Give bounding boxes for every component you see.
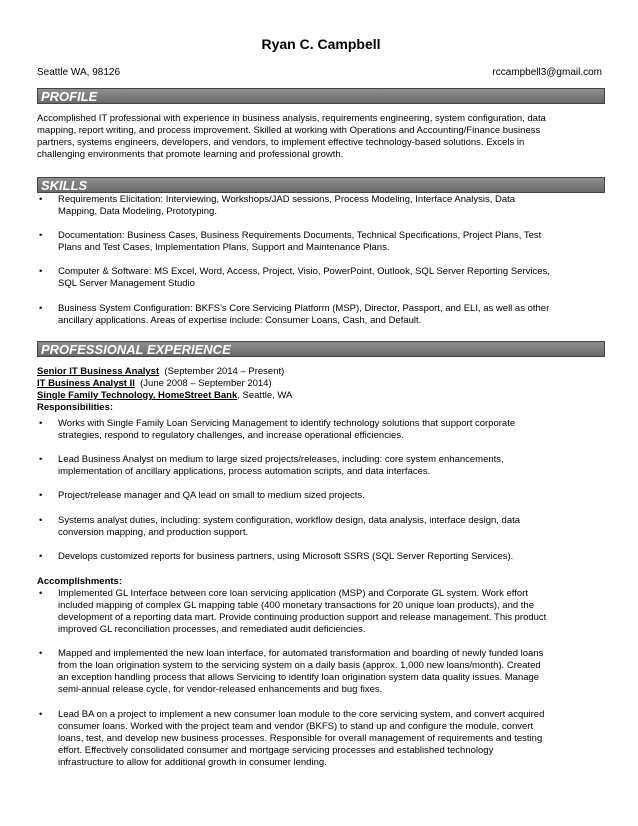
employer-location: , Seattle, WA bbox=[237, 390, 293, 401]
candidate-name: Ryan C. Campbell bbox=[261, 36, 381, 52]
job-dates: (September 2014 – Present) bbox=[164, 366, 285, 377]
accomplishment-line: an exception handling process that allows Servicing to identify loan origination system data quality issues. Manage bbox=[58, 672, 540, 683]
bullet-icon: • bbox=[39, 588, 43, 599]
accomplishment-line: improved GL reconciliation processes, and remediated audit deficiencies. bbox=[58, 624, 366, 635]
profile-line: Accomplished IT professional with experience in business analysis, requirements engineering, system configuration, data bbox=[37, 113, 546, 124]
bullet-icon: • bbox=[39, 303, 43, 314]
skill-line: Business System Configuration: BKFS's Core Servicing Platform (MSP), Director, Passport, and ELI, as well as other bbox=[58, 303, 550, 314]
accomplishment-line: semi-annual release cycle, for vendor-released enhancements and bug fixes. bbox=[58, 684, 383, 695]
profile-summary bbox=[37, 113, 605, 161]
responsibility-line: implementation of ancillary applications, process automation scripts, and data interfaces. bbox=[58, 466, 431, 477]
skill-line: SQL Server Management Studio bbox=[58, 278, 195, 289]
employer-name: Single Family Technology, HomeStreet Bank bbox=[37, 390, 238, 401]
bullet-icon: • bbox=[39, 490, 43, 501]
bullet-icon: • bbox=[39, 551, 43, 562]
accomplishment-line: from the loan origination system to the servicing system on a daily basis (approx. 1,000 new loans/month). Created bbox=[58, 660, 541, 671]
section-header-experience: PROFESSIONAL EXPERIENCE bbox=[37, 341, 605, 357]
bullet-icon: • bbox=[39, 709, 43, 720]
bullet-icon: • bbox=[39, 515, 43, 526]
bullet-icon: • bbox=[39, 648, 43, 659]
accomplishment-line: Mapped and implemented the new loan interface, for automated transformation and boarding of newly funded loans bbox=[58, 648, 544, 659]
skill-line: Plans and Test Cases, Implementation Plans, Support and Maintenance Plans. bbox=[58, 242, 390, 253]
accomplishment-line: development of a reporting data mart. Provide continuing production support and release management. This product bbox=[58, 612, 547, 623]
accomplishment-line: consumer loans. Worked with the project team and vendor (BKFS) to stand up and configure the module, convert bbox=[58, 721, 534, 732]
job-title-line bbox=[37, 378, 272, 390]
responsibility-line: Project/release manager and QA lead on small to medium sized projects. bbox=[58, 490, 365, 501]
job-title: IT Business Analyst II bbox=[37, 378, 135, 389]
responsibility-line: Lead Business Analyst on medium to large sized projects/releases, including: core system enhancements, bbox=[58, 454, 504, 465]
skill-line: Computer & Software: MS Excel, Word, Access, Project, Visio, PowerPoint, Outlook, SQL Server Reporting Services, bbox=[58, 266, 550, 277]
accomplishments-label: Accomplishments: bbox=[37, 576, 122, 587]
job-title-line bbox=[37, 366, 284, 378]
responsibility-line: Works with Single Family Loan Servicing Management to identify technology solutions that support corporate bbox=[58, 418, 516, 429]
section-header-skills: SKILLS bbox=[37, 177, 605, 193]
skill-line: Documentation: Business Cases, Business Requirements Documents, Technical Specifications, Project Plans, Test bbox=[58, 230, 542, 241]
responsibility-line: Develops customized reports for business partners, using Microsoft SSRS (SQL Server Reporting Services). bbox=[58, 551, 514, 562]
accomplishment-line: Implemented GL Interface between core loan servicing application (MSP) and Corporate GL system. Work effort bbox=[58, 588, 528, 599]
job-dates: (June 2008 – September 2014) bbox=[140, 378, 272, 389]
responsibility-line: conversion mapping, and production support. bbox=[58, 527, 249, 538]
profile-line: challenging environments that promote learning and professional growth. bbox=[37, 149, 344, 160]
skill-line: Mapping, Data Modeling, Prototyping. bbox=[58, 206, 217, 217]
accomplishment-line: effort. Effectively consolidated consumer and mortgage servicing processes and established technology bbox=[58, 745, 494, 756]
accomplishment-line: loans, test, and develop new business processes. Responsible for overall management of requirements and testing bbox=[58, 733, 543, 744]
accomplishment-line: Lead BA on a project to implement a new consumer loan module to the core servicing system, and convert acquired bbox=[58, 709, 545, 720]
accomplishment-line: included mapping of complex GL mapping table (400 monetary transactions for 20 unique loan products), and the bbox=[58, 600, 534, 611]
bullet-icon: • bbox=[39, 418, 43, 429]
responsibility-line: Systems analyst duties, including: system configuration, workflow design, data analysis, interface design, data bbox=[58, 515, 521, 526]
employer-line bbox=[37, 390, 292, 402]
job-title: Senior IT Business Analyst bbox=[37, 366, 160, 377]
responsibilities-label: Responsibilities: bbox=[37, 402, 114, 413]
skill-line: Requirements Elicitation: Interviewing, Workshops/JAD sessions, Process Modeling, Interface Analysis, Data bbox=[58, 194, 516, 205]
bullet-icon: • bbox=[39, 266, 43, 277]
bullet-icon: • bbox=[39, 454, 43, 465]
skill-line: ancillary applications. Areas of expertise include: Consumer Loans, Cash, and Default. bbox=[58, 315, 422, 326]
profile-line: partners, systems engineers, developers, and vendors, to implement effective technology-based solutions. Excels in bbox=[37, 137, 525, 148]
profile-line: mapping, report writing, and process improvement. Skilled at working with Operations and Accounting/Finance business bbox=[37, 125, 541, 136]
bullet-icon: • bbox=[39, 194, 43, 205]
bullet-icon: • bbox=[39, 230, 43, 241]
responsibility-line: strategies, respond to regulatory challenges, and increase operational efficiencies. bbox=[58, 430, 404, 441]
accomplishment-line: infrastructure to allow for additional growth in consumer lending. bbox=[58, 757, 327, 768]
contact-city: Seattle WA, 98126 bbox=[37, 67, 121, 78]
section-header-profile: PROFILE bbox=[37, 88, 605, 104]
contact-email[interactable]: rccampbell3@gmail.com bbox=[492, 67, 602, 78]
